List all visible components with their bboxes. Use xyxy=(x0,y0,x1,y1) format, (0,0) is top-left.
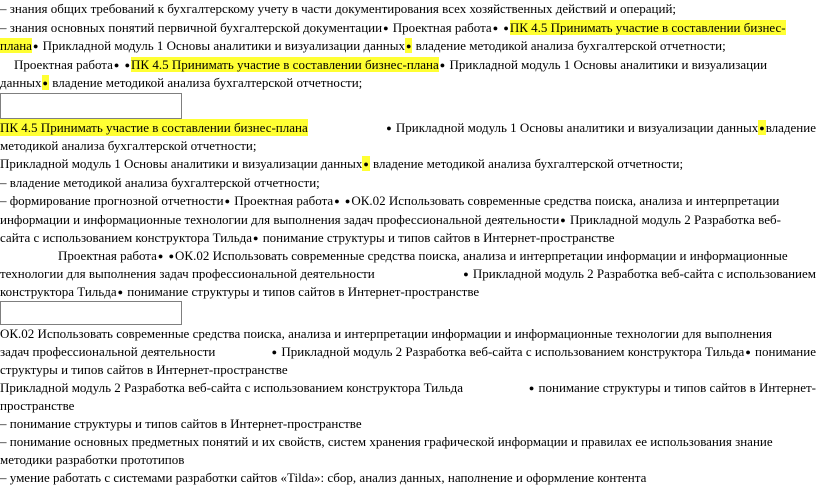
bullet-icon xyxy=(502,20,509,35)
text-line: – умение работать с системами разработки сайтов «Tilda»: сбор, анализ данных, наполнение и оформление контента xyxy=(0,470,647,485)
text-line: пространстве xyxy=(0,398,75,413)
text-line: плана● Прикладной модуль 1 Основы аналитики и визуализации данных● владение методикой анализа бухгалтерской отчетности; xyxy=(0,37,816,54)
bullet-icon xyxy=(333,193,340,208)
bullet-icon xyxy=(758,120,765,135)
bullet-icon xyxy=(271,344,278,359)
bullet-icon xyxy=(744,344,751,359)
bullet-icon xyxy=(157,248,164,263)
bullet-icon xyxy=(252,230,259,245)
bullet-icon xyxy=(382,20,389,35)
text-line: – формирование прогнозной отчетности● Проектная работа● ● ОК.02 Использовать современные средства поиска, анализа и интерпретации xyxy=(0,192,816,209)
text-line: технологии для выполнения задач профессиональной деятельности ● Прикладной модуль 2 Разработка веб-сайта с использованием xyxy=(0,265,816,282)
text-line: задач профессиональной деятельности ● Прикладной модуль 2 Разработка веб-сайта с использованием конструктора Тильда● понимание xyxy=(0,343,816,360)
text-line: данных● владение методикой анализа бухгалтерской отчетности; xyxy=(0,74,816,91)
text-line: сайта с использованием конструктора Тильда● понимание структуры и типов сайтов в Интернет-пространстве xyxy=(0,229,816,246)
bullet-icon xyxy=(32,38,39,53)
bullet-icon xyxy=(124,57,131,72)
text-line: конструктора Тильда● понимание структуры и типов сайтов в Интернет-пространстве xyxy=(0,283,816,300)
bullet-icon xyxy=(439,57,446,72)
bullet-icon xyxy=(385,120,392,135)
bullet-icon xyxy=(113,57,120,72)
bullet-icon xyxy=(224,193,231,208)
bullet-icon xyxy=(492,20,499,35)
bullet-icon xyxy=(362,156,369,171)
text-line: – понимание структуры и типов сайтов в Интернет-пространстве xyxy=(0,416,362,431)
text-line: методикой анализа бухгалтерской отчетности; xyxy=(0,138,257,153)
text-line: ОК.02 Использовать современные средства поиска, анализа и интерпретации информации и информационные технологии для выполнения xyxy=(0,326,772,341)
bullet-icon xyxy=(117,284,124,299)
bullet-icon xyxy=(462,266,469,281)
bullet-icon xyxy=(528,380,535,395)
bullet-icon xyxy=(168,248,175,263)
bullet-icon xyxy=(559,212,566,227)
text-line: Прикладной модуль 2 Разработка веб-сайта с использованием конструктора Тильда ● понимание структуры и типов сайтов в Интернет- xyxy=(0,379,816,396)
text-line: ПК 4.5 Принимать участие в составлении бизнес-плана ● Прикладной модуль 1 Основы аналитики и визуализации данных● владение xyxy=(0,119,816,136)
text-line: – знания общих требований к бухгалтерскому учету в части документирования всех хозяйственных действий и операций; xyxy=(0,1,677,16)
text-line: информации и информационные технологии для выполнения задач профессиональной деятельности● Прикладной модуль 2 Разработка веб- xyxy=(0,211,816,228)
text-line: структуры и типов сайтов в Интернет-пространстве xyxy=(0,362,288,377)
text-line: методики разработки прототипов xyxy=(0,452,185,467)
empty-textbox[interactable] xyxy=(0,93,182,119)
bullet-icon xyxy=(405,38,412,53)
text-line: Проектная работа● ● ОК.02 Использовать современные средства поиска, анализа и интерпретации информации и информационные xyxy=(0,247,816,264)
text-line: Прикладной модуль 1 Основы аналитики и визуализации данных● владение методикой анализа бухгалтерской отчетности; xyxy=(0,155,816,172)
bullet-icon xyxy=(42,75,49,90)
text-line: – понимание основных предметных понятий и их свойств, систем хранения графической информации и правилах ее использования знание xyxy=(0,434,773,449)
empty-textbox[interactable] xyxy=(0,301,182,325)
text-line: Проектная работа● ● ПК 4.5 Принимать участие в составлении бизнес-плана● Прикладной модуль 1 Основы аналитики и визуализации xyxy=(0,56,816,73)
text-line: – владение методикой анализа бухгалтерской отчетности; xyxy=(0,175,320,190)
text-line: – знания основных понятий первичной бухгалтерской документации● Проектная работа● ● ПК 4.5 Принимать участие в составлении бизнес- xyxy=(0,19,816,36)
